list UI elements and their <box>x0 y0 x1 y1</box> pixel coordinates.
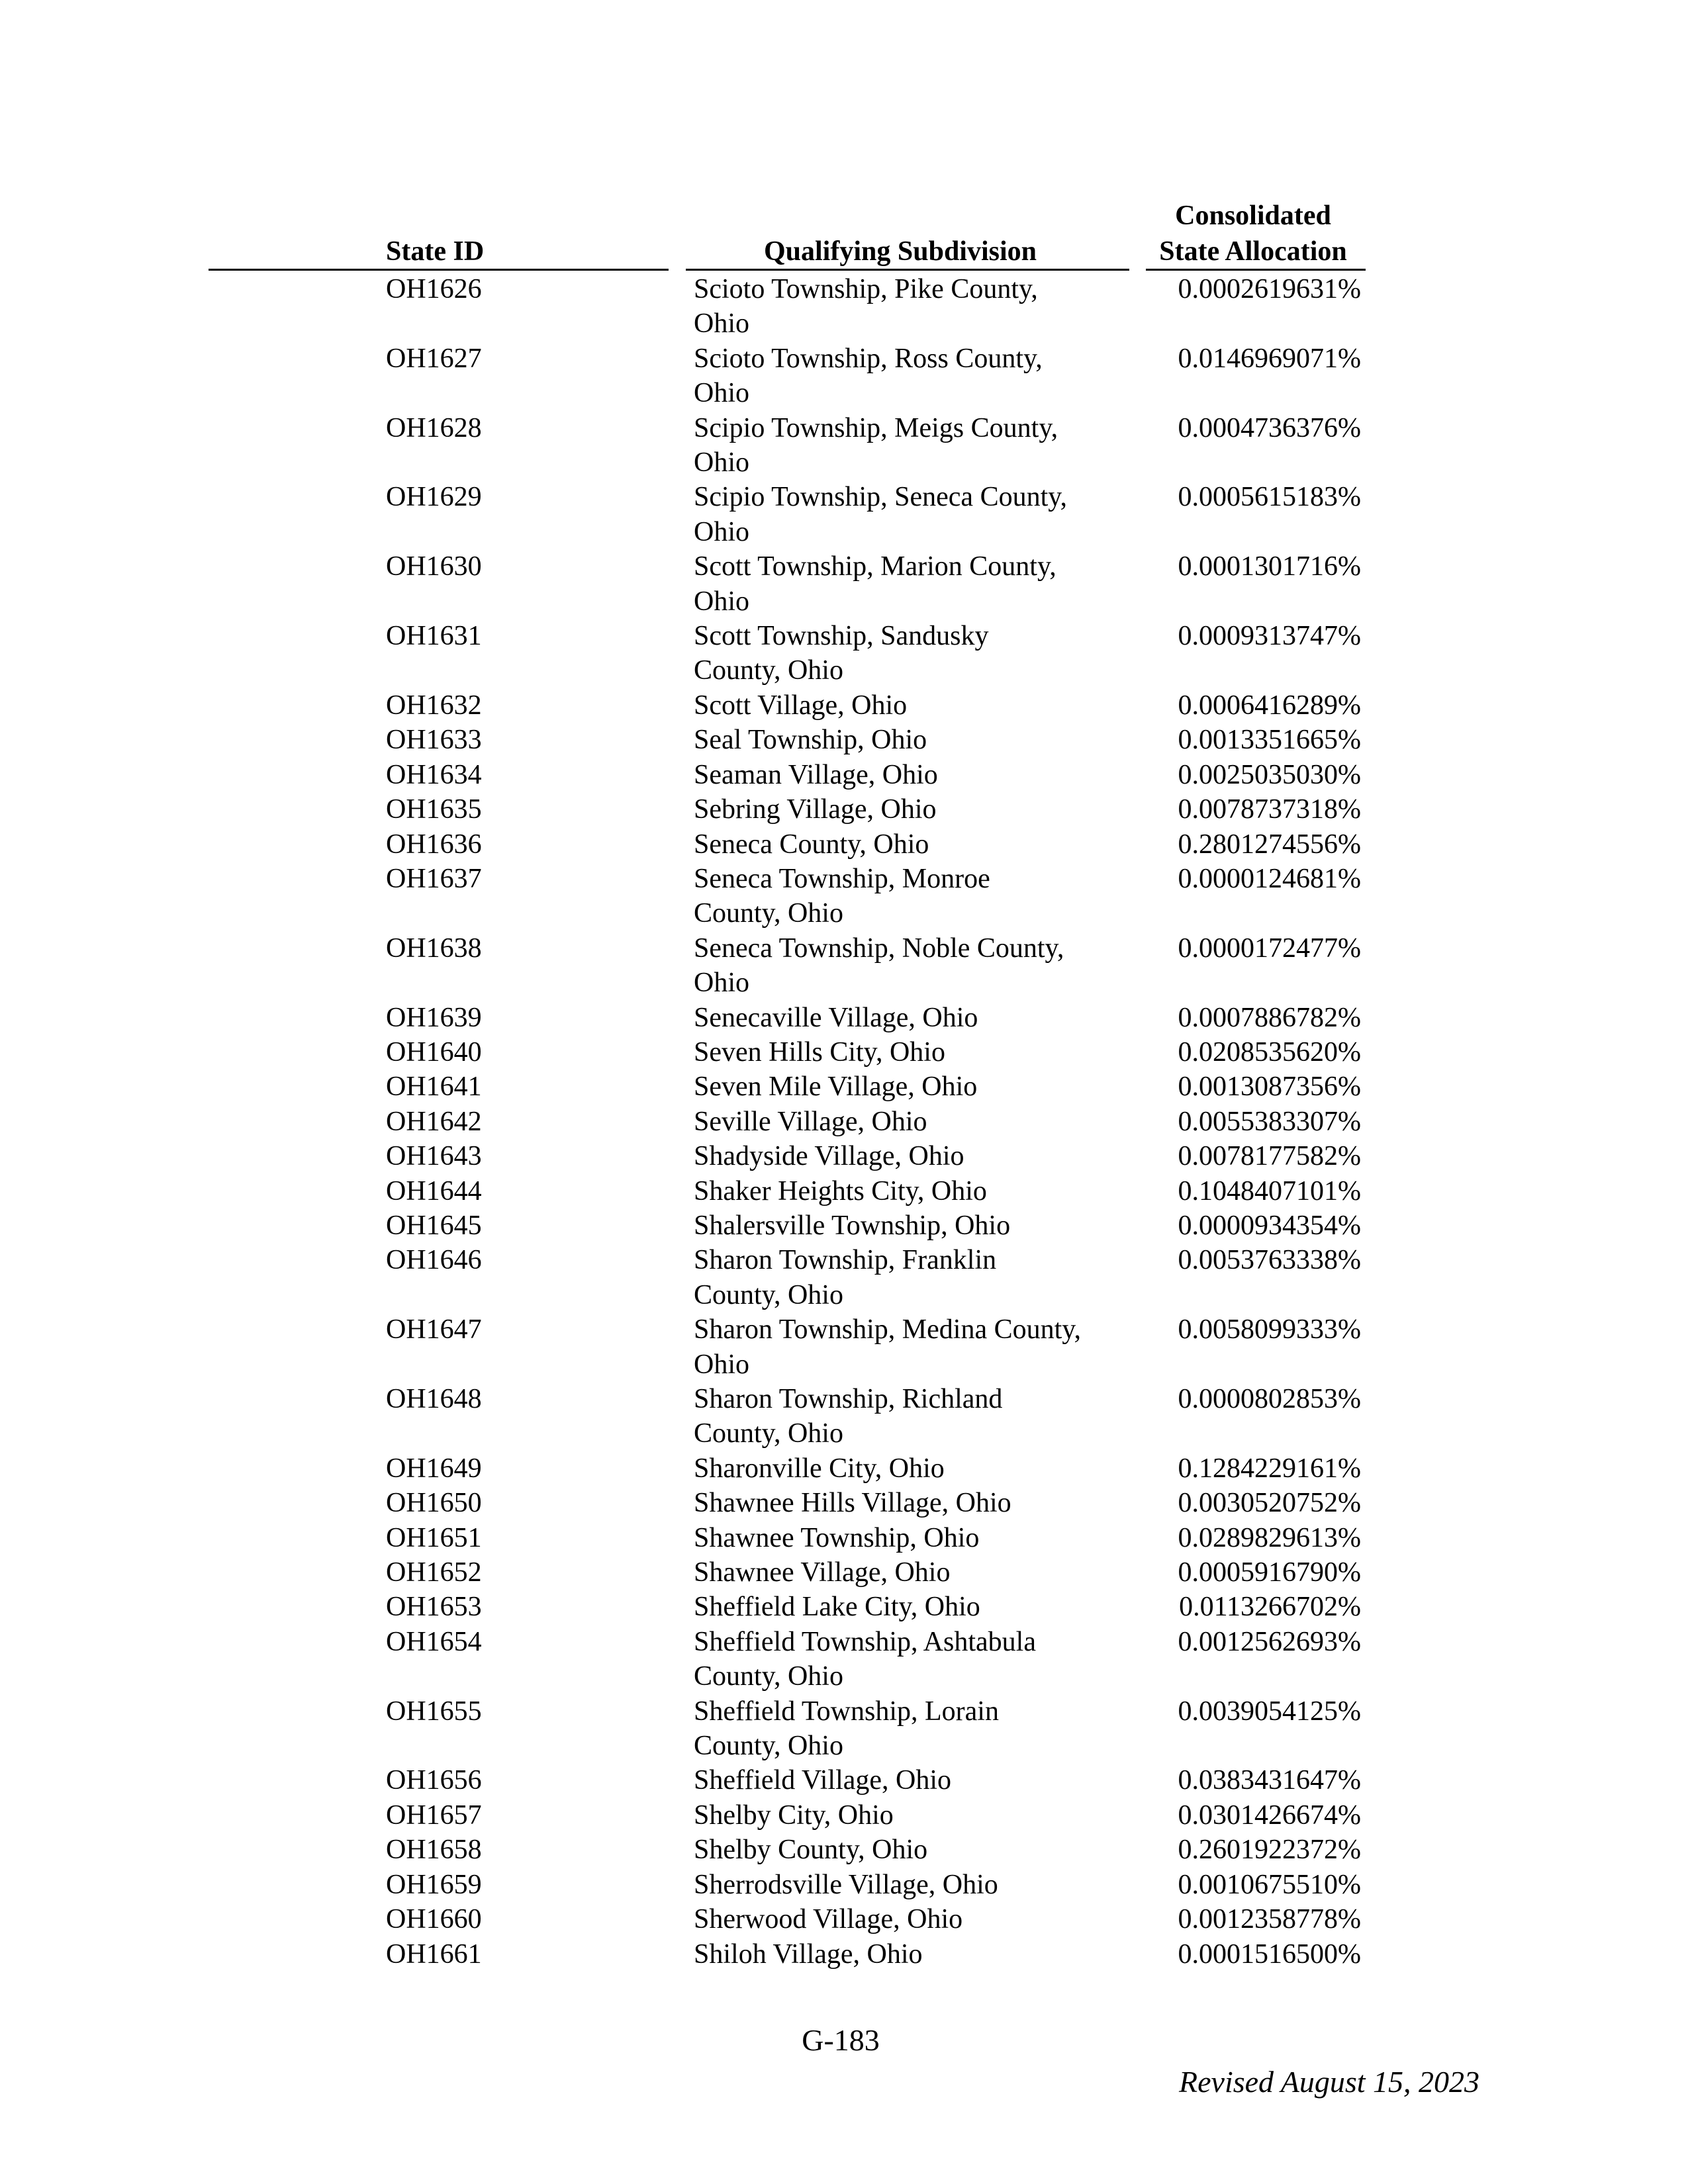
state-id-cell: OH1645 <box>386 1210 482 1241</box>
qualifying-subdivision-cell <box>694 1833 1131 1867</box>
table-row <box>0 1174 1688 1208</box>
subdivision-line: Shadyside Village, Ohio <box>694 1141 964 1172</box>
column-header-allocation-line1: Consolidated <box>1175 201 1331 231</box>
allocation-table-body <box>0 272 1688 1972</box>
table-row <box>0 1139 1688 1173</box>
subdivision-line: Seaman Village, Ohio <box>694 759 938 790</box>
table-row <box>0 1937 1688 1972</box>
qualifying-subdivision-cell <box>694 1105 1131 1139</box>
qualifying-subdivision-cell <box>694 723 1131 757</box>
qualifying-subdivision-cell <box>694 827 1131 862</box>
qualifying-subdivision-cell <box>694 758 1131 792</box>
allocation-cell: 0.0007886782% <box>1178 1002 1361 1033</box>
table-row <box>0 1694 1688 1764</box>
qualifying-subdivision-cell <box>694 1868 1131 1902</box>
subdivision-line: Ohio <box>694 586 749 617</box>
state-id-cell: OH1626 <box>386 274 482 304</box>
allocation-cell: 0.0055383307% <box>1178 1106 1361 1137</box>
subdivision-line: County, Ohio <box>694 1279 843 1310</box>
table-row <box>0 341 1688 411</box>
subdivision-line: Scott Village, Ohio <box>694 690 908 721</box>
header-rule-state-id <box>209 269 669 271</box>
state-id-cell: OH1652 <box>386 1557 482 1588</box>
subdivision-line: Ohio <box>694 378 749 409</box>
table-row <box>0 1243 1688 1312</box>
subdivision-line: Scott Township, Sandusky <box>694 621 989 652</box>
qualifying-subdivision-cell <box>694 272 1131 341</box>
allocation-cell: 0.2801274556% <box>1178 829 1361 860</box>
subdivision-line: Seneca County, Ohio <box>694 829 929 860</box>
state-id-cell: OH1640 <box>386 1036 482 1068</box>
table-row <box>0 1035 1688 1069</box>
qualifying-subdivision-cell <box>694 1451 1131 1486</box>
table-row <box>0 1451 1688 1486</box>
qualifying-subdivision-cell <box>694 1902 1131 1936</box>
allocation-cell: 0.0012562693% <box>1178 1626 1361 1657</box>
allocation-cell: 0.0039054125% <box>1178 1696 1361 1727</box>
state-id-cell: OH1649 <box>386 1453 482 1484</box>
qualifying-subdivision-cell <box>694 688 1131 723</box>
subdivision-line: Scott Township, Marion County, <box>694 551 1056 582</box>
qualifying-subdivision-cell <box>694 1069 1131 1104</box>
allocation-cell: 0.2601922372% <box>1178 1835 1361 1866</box>
qualifying-subdivision-cell <box>694 619 1131 688</box>
subdivision-line: Scipio Township, Meigs County, <box>694 412 1058 443</box>
state-id-cell: OH1633 <box>386 725 482 756</box>
allocation-cell: 0.0001301716% <box>1178 551 1361 582</box>
allocation-cell: 0.0078737318% <box>1178 794 1361 825</box>
state-id-cell: OH1644 <box>386 1175 482 1206</box>
state-id-cell: OH1651 <box>386 1522 482 1553</box>
subdivision-line: Ohio <box>694 308 749 340</box>
table-row <box>0 1625 1688 1694</box>
subdivision-line: Ohio <box>694 968 749 999</box>
table-row <box>0 1798 1688 1833</box>
table-row <box>0 931 1688 1001</box>
allocation-cell: 0.0146969071% <box>1178 343 1361 374</box>
subdivision-line: Seville Village, Ohio <box>694 1106 927 1137</box>
state-id-cell: OH1634 <box>386 759 482 790</box>
table-row <box>0 723 1688 757</box>
allocation-cell: 0.0113266702% <box>1179 1592 1361 1623</box>
subdivision-line: Seneca Township, Monroe <box>694 863 990 894</box>
column-header-consolidated-state-allocation <box>1144 198 1362 269</box>
header-rule-allocation <box>1146 269 1366 271</box>
subdivision-line: Shaker Heights City, Ohio <box>694 1175 987 1206</box>
table-row <box>0 549 1688 619</box>
allocation-cell: 0.0000172477% <box>1178 933 1361 964</box>
allocation-cell: 0.0025035030% <box>1178 759 1361 790</box>
qualifying-subdivision-cell <box>694 480 1131 549</box>
column-header-allocation-line2: State Allocation <box>1159 236 1347 267</box>
table-row <box>0 1590 1688 1624</box>
subdivision-line: Seven Mile Village, Ohio <box>694 1071 978 1103</box>
table-row <box>0 1382 1688 1451</box>
qualifying-subdivision-cell <box>694 549 1131 619</box>
allocation-cell: 0.0078177582% <box>1178 1141 1361 1172</box>
header-rule-subdivision <box>686 269 1129 271</box>
state-id-cell: OH1654 <box>386 1626 482 1657</box>
table-row <box>0 1868 1688 1902</box>
subdivision-line: Scipio Township, Seneca County, <box>694 482 1068 513</box>
table-row <box>0 1521 1688 1555</box>
table-row <box>0 792 1688 827</box>
allocation-cell: 0.0030520752% <box>1178 1488 1361 1519</box>
state-id-cell: OH1632 <box>386 690 482 721</box>
subdivision-line: Sharon Township, Medina County, <box>694 1314 1082 1345</box>
table-row <box>0 480 1688 549</box>
qualifying-subdivision-cell <box>694 1139 1131 1173</box>
allocation-cell: 0.0004736376% <box>1178 412 1361 443</box>
subdivision-line: Ohio <box>694 447 749 478</box>
subdivision-line: Sherwood Village, Ohio <box>694 1904 963 1935</box>
subdivision-line: Shiloh Village, Ohio <box>694 1938 923 1970</box>
allocation-cell: 0.0010675510% <box>1178 1869 1361 1900</box>
table-row <box>0 1833 1688 1867</box>
allocation-cell: 0.0058099333% <box>1178 1314 1361 1345</box>
subdivision-line: Ohio <box>694 1349 749 1380</box>
subdivision-line: Shawnee Hills Village, Ohio <box>694 1488 1011 1519</box>
table-row <box>0 411 1688 480</box>
subdivision-line: County, Ohio <box>694 1661 843 1692</box>
qualifying-subdivision-cell <box>694 1174 1131 1208</box>
state-id-cell: OH1661 <box>386 1938 482 1970</box>
subdivision-line: Seneca Township, Noble County, <box>694 933 1064 964</box>
allocation-cell: 0.0009313747% <box>1178 621 1361 652</box>
table-row <box>0 1555 1688 1590</box>
allocation-cell: 0.0012358778% <box>1178 1904 1361 1935</box>
table-row <box>0 1105 1688 1139</box>
table-row <box>0 1486 1688 1520</box>
state-id-cell: OH1660 <box>386 1904 482 1935</box>
subdivision-line: Sheffield Township, Lorain <box>694 1696 999 1727</box>
state-id-cell: OH1653 <box>386 1592 482 1623</box>
subdivision-line: Sharon Township, Franklin <box>694 1245 997 1276</box>
allocation-cell: 0.0000934354% <box>1178 1210 1361 1241</box>
state-id-cell: OH1656 <box>386 1765 482 1796</box>
qualifying-subdivision-cell <box>694 1382 1131 1451</box>
qualifying-subdivision-cell <box>694 341 1131 411</box>
allocation-cell: 0.0006416289% <box>1178 690 1361 721</box>
subdivision-line: Shelby City, Ohio <box>694 1799 894 1831</box>
allocation-cell: 0.0000124681% <box>1178 863 1361 894</box>
table-row <box>0 1208 1688 1243</box>
state-id-cell: OH1646 <box>386 1245 482 1276</box>
state-id-cell: OH1639 <box>386 1002 482 1033</box>
subdivision-line: Seal Township, Ohio <box>694 725 927 756</box>
qualifying-subdivision-cell <box>694 1763 1131 1797</box>
allocation-cell: 0.0001516500% <box>1178 1938 1361 1970</box>
qualifying-subdivision-cell <box>694 1521 1131 1555</box>
state-id-cell: OH1627 <box>386 343 482 374</box>
allocation-cell: 0.0013087356% <box>1178 1071 1361 1103</box>
qualifying-subdivision-cell <box>694 1486 1131 1520</box>
state-id-cell: OH1650 <box>386 1488 482 1519</box>
allocation-cell: 0.0301426674% <box>1178 1799 1361 1831</box>
column-header-state-id: State ID <box>386 236 485 267</box>
subdivision-line: County, Ohio <box>694 655 843 686</box>
qualifying-subdivision-cell <box>694 1243 1131 1312</box>
qualifying-subdivision-cell <box>694 931 1131 1001</box>
page-number: G-183 <box>802 2023 880 2057</box>
allocation-cell: 0.1048407101% <box>1178 1175 1361 1206</box>
qualifying-subdivision-cell <box>694 1694 1131 1764</box>
state-id-cell: OH1642 <box>386 1106 482 1137</box>
table-row <box>0 758 1688 792</box>
subdivision-line: Sheffield Lake City, Ohio <box>694 1592 980 1623</box>
subdivision-line: Sheffield Township, Ashtabula <box>694 1626 1036 1657</box>
qualifying-subdivision-cell <box>694 1798 1131 1833</box>
qualifying-subdivision-cell <box>694 862 1131 931</box>
table-row <box>0 1069 1688 1104</box>
state-id-cell: OH1641 <box>386 1071 482 1103</box>
allocation-cell: 0.0000802853% <box>1178 1384 1361 1414</box>
subdivision-line: Shalersville Township, Ohio <box>694 1210 1011 1241</box>
state-id-cell: OH1648 <box>386 1384 482 1414</box>
state-id-cell: OH1658 <box>386 1835 482 1866</box>
allocation-cell: 0.0005615183% <box>1178 482 1361 513</box>
state-id-cell: OH1647 <box>386 1314 482 1345</box>
state-id-cell: OH1635 <box>386 794 482 825</box>
column-header-qualifying-subdivision: Qualifying Subdivision <box>763 236 1037 267</box>
allocation-cell: 0.1284229161% <box>1178 1453 1361 1484</box>
subdivision-line: Shawnee Village, Ohio <box>694 1557 951 1588</box>
state-id-cell: OH1638 <box>386 933 482 964</box>
subdivision-line: County, Ohio <box>694 898 843 929</box>
subdivision-line: Sheffield Village, Ohio <box>694 1765 952 1796</box>
table-row <box>0 1312 1688 1382</box>
state-id-cell: OH1631 <box>386 621 482 652</box>
subdivision-line: County, Ohio <box>694 1731 843 1762</box>
table-row <box>0 1763 1688 1797</box>
state-id-cell: OH1629 <box>386 482 482 513</box>
table-row <box>0 827 1688 862</box>
qualifying-subdivision-cell <box>694 1625 1131 1694</box>
allocation-cell: 0.0013351665% <box>1178 725 1361 756</box>
state-id-cell: OH1628 <box>386 412 482 443</box>
state-id-cell: OH1637 <box>386 863 482 894</box>
table-row <box>0 1001 1688 1035</box>
allocation-cell: 0.0208535620% <box>1178 1036 1361 1068</box>
subdivision-line: Scioto Township, Ross County, <box>694 343 1043 374</box>
qualifying-subdivision-cell <box>694 1937 1131 1972</box>
subdivision-line: Sherrodsville Village, Ohio <box>694 1869 998 1900</box>
qualifying-subdivision-cell <box>694 411 1131 480</box>
state-id-cell: OH1657 <box>386 1799 482 1831</box>
state-id-cell: OH1655 <box>386 1696 482 1727</box>
table-row <box>0 688 1688 723</box>
subdivision-line: Ohio <box>694 516 749 547</box>
state-id-cell: OH1643 <box>386 1141 482 1172</box>
allocation-cell: 0.0053763338% <box>1178 1245 1361 1276</box>
state-id-cell: OH1659 <box>386 1869 482 1900</box>
qualifying-subdivision-cell <box>694 1312 1131 1382</box>
qualifying-subdivision-cell <box>694 1208 1131 1243</box>
subdivision-line: Sharon Township, Richland <box>694 1384 1003 1414</box>
table-row <box>0 272 1688 341</box>
allocation-cell: 0.0005916790% <box>1178 1557 1361 1588</box>
subdivision-line: Sebring Village, Ohio <box>694 794 937 825</box>
subdivision-line: Sharonville City, Ohio <box>694 1453 945 1484</box>
subdivision-line: Senecaville Village, Ohio <box>694 1002 978 1033</box>
subdivision-line: Shawnee Township, Ohio <box>694 1522 980 1553</box>
table-row <box>0 619 1688 688</box>
qualifying-subdivision-cell <box>694 1555 1131 1590</box>
allocation-cell: 0.0289829613% <box>1178 1522 1361 1553</box>
qualifying-subdivision-cell <box>694 792 1131 827</box>
qualifying-subdivision-cell <box>694 1590 1131 1624</box>
table-row <box>0 1902 1688 1936</box>
subdivision-line: County, Ohio <box>694 1418 843 1449</box>
state-id-cell: OH1630 <box>386 551 482 582</box>
table-row <box>0 862 1688 931</box>
allocation-cell: 0.0383431647% <box>1178 1765 1361 1796</box>
subdivision-line: Shelby County, Ohio <box>694 1835 928 1866</box>
state-id-cell: OH1636 <box>386 829 482 860</box>
subdivision-line: Scioto Township, Pike County, <box>694 274 1038 304</box>
qualifying-subdivision-cell <box>694 1001 1131 1035</box>
qualifying-subdivision-cell <box>694 1035 1131 1069</box>
allocation-cell: 0.0002619631% <box>1178 274 1361 304</box>
revised-date: Revised August 15, 2023 <box>1179 2065 1479 2099</box>
subdivision-line: Seven Hills City, Ohio <box>694 1036 945 1068</box>
